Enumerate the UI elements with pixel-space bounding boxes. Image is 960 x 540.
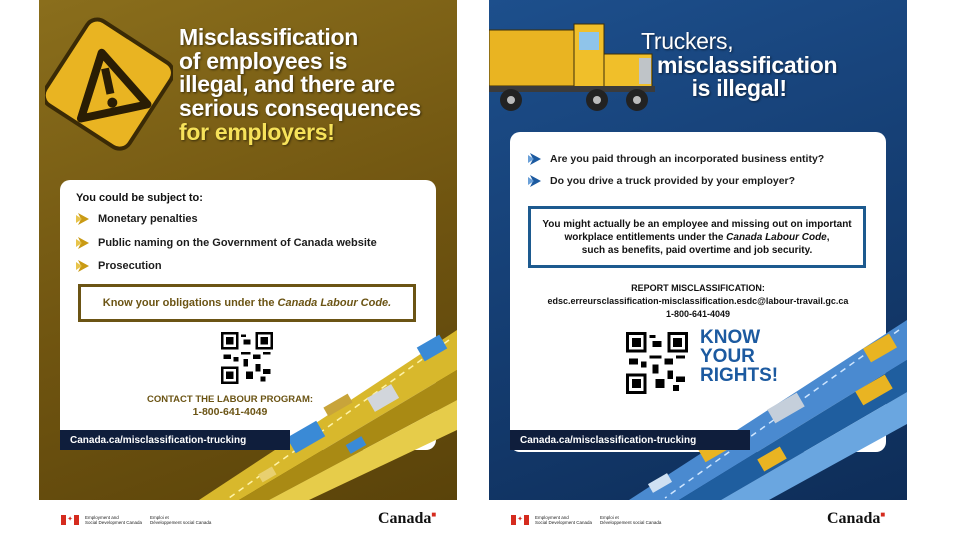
right-footer-url[interactable]	[510, 430, 750, 450]
left-headline-yellow: for employers!	[179, 118, 335, 145]
bullet-label: Prosecution	[98, 260, 162, 272]
question-truck	[528, 174, 795, 188]
entitlements-box	[528, 206, 866, 268]
qr-code-icon	[221, 332, 273, 384]
right-headline-line1: Truckers,	[641, 28, 734, 54]
canada-flag-icon: ✦	[511, 515, 529, 525]
entitlement-line3: such as benefits, paid overtime and job security.	[581, 244, 813, 256]
left-qr-code[interactable]	[221, 332, 273, 384]
arrow-bullet-icon	[76, 236, 90, 250]
entitlement-line2-prefix: workplace entitlements under the	[564, 231, 724, 243]
report-phone: 1-800-641-4049	[665, 309, 731, 319]
question-label: Are you paid through an incorporated business entity?	[550, 153, 825, 165]
wordmark-flag-icon: ■	[431, 510, 437, 519]
contact-label: CONTACT THE LABOUR PROGRAM:	[146, 394, 314, 405]
bullet-monetary	[76, 212, 198, 226]
dept-fr-line2: Développement social Canada	[150, 520, 212, 525]
dept-en-line2: Social Development Canada	[85, 520, 143, 525]
know-line1: KNOW	[700, 327, 761, 348]
contact-phone: 1-800-641-4049	[192, 406, 268, 418]
right-qr-code[interactable]	[626, 332, 688, 394]
right-headline	[641, 30, 837, 101]
entitlement-line1: You might actually be an employee and missing out on important	[542, 218, 852, 230]
warning-sign-icon	[45, 12, 173, 162]
footer-url-text: Canada.ca/misclassification-trucking	[520, 434, 697, 446]
left-headline-line1: Misclassification	[179, 24, 358, 50]
obligations-box	[78, 284, 416, 322]
bullet-label: Monetary penalties	[98, 213, 198, 225]
entitlement-line2-suffix: ,	[826, 231, 830, 243]
dept-fr-line1: Emploi et	[600, 514, 619, 520]
subject-heading: You could be subject to:	[76, 192, 203, 204]
qr-code-icon	[626, 332, 688, 394]
arrow-bullet-icon	[528, 152, 542, 166]
entitlement-line2	[564, 231, 829, 244]
dept-name-en	[535, 515, 592, 525]
entitlement-code: Canada Labour Code	[726, 231, 827, 243]
footer-url-text: Canada.ca/misclassification-trucking	[70, 434, 247, 446]
left-headline-line2: of employees is	[179, 47, 348, 74]
right-headline-line2: misclassification	[657, 51, 838, 78]
arrow-bullet-icon	[76, 212, 90, 226]
left-headline-line4: serious consequences	[179, 95, 421, 122]
question-incorporated	[528, 152, 824, 166]
left-headline-line3: illegal, and there are	[179, 71, 395, 98]
know-line2: YOUR	[700, 346, 755, 367]
right-gov-signature	[511, 508, 669, 532]
left-headline	[179, 26, 421, 144]
dept-fr-line1: Emploi et	[150, 514, 169, 520]
wordmark-text: Canada	[827, 510, 881, 527]
truck-icon	[489, 20, 659, 120]
question-label: Do you drive a truck provided by your employer?	[550, 175, 796, 187]
arrow-bullet-icon	[528, 174, 542, 188]
dept-name-fr	[150, 515, 211, 525]
arrow-bullet-icon	[76, 259, 90, 273]
report-label: REPORT MISCLASSIFICATION:	[631, 283, 765, 293]
bullet-prosecution	[76, 259, 162, 273]
report-email[interactable]: edsc.erreursclassification-misclassification.esdc@labour-travail.gc.ca	[547, 296, 849, 306]
know-line3: RIGHTS!	[700, 365, 779, 386]
right-canada-wordmark	[827, 510, 885, 528]
dept-en-line2: Social Development Canada	[535, 520, 593, 525]
right-headline-line3: is illegal!	[691, 75, 787, 102]
bullet-label: Public naming on the Government of Canada website	[98, 237, 377, 249]
left-gov-signature	[61, 508, 219, 532]
dept-name-fr	[600, 515, 661, 525]
dept-name-en	[85, 515, 142, 525]
wordmark-text: Canada	[378, 510, 432, 527]
know-your-rights	[700, 328, 778, 385]
right-poster	[489, 0, 907, 500]
dept-en-line1: Employment and	[535, 514, 569, 520]
obligations-code: Canada Labour Code.	[277, 297, 392, 309]
bullet-public-naming	[76, 236, 377, 250]
left-canada-wordmark	[378, 510, 436, 528]
wordmark-flag-icon: ■	[880, 510, 886, 519]
left-footer-url[interactable]	[60, 430, 290, 450]
dept-fr-line2: Développement social Canada	[600, 520, 662, 525]
canada-flag-icon: ✦	[61, 515, 79, 525]
obligations-prefix: Know your obligations under the	[102, 297, 275, 309]
left-poster	[39, 0, 457, 500]
dept-en-line1: Employment and	[85, 514, 119, 520]
